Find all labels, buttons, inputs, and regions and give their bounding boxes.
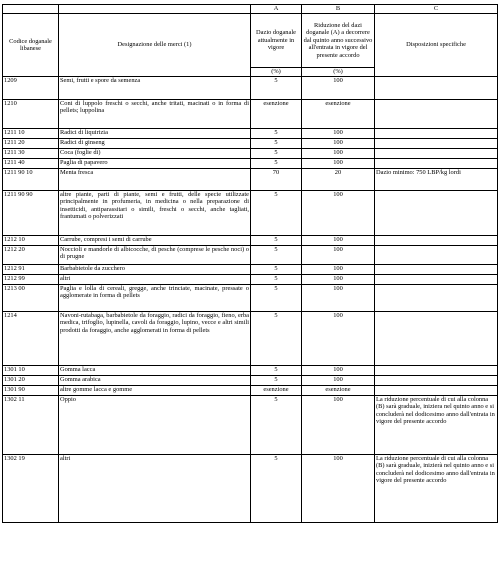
table-row bbox=[3, 77, 498, 100]
duty-reduction-cell: 100 bbox=[302, 159, 375, 169]
current-duty-cell: 5 bbox=[251, 191, 302, 236]
description-cell: altre piante, parti di piante, semi e frutti, delle specie utilizzate principalmente in profumeria, in medicina o nella preparazione di insetticidi, antiparassitari o simili, freschi o secchi, anche tagliati, frantumati o polverizzati bbox=[59, 191, 251, 236]
current-duty-cell: 5 bbox=[251, 455, 302, 523]
specific-provision-cell bbox=[375, 312, 498, 366]
unit-a: (%) bbox=[251, 68, 302, 77]
specific-provision-cell bbox=[375, 129, 498, 139]
duty-reduction-cell: 100 bbox=[302, 129, 375, 139]
duty-reduction-cell: 100 bbox=[302, 366, 375, 376]
description-cell: altri bbox=[59, 455, 251, 523]
tariff-code-cell: 1302 19 bbox=[3, 455, 59, 523]
tariff-code-cell: 1209 bbox=[3, 77, 59, 100]
description-cell: Barbabietole da zucchero bbox=[59, 265, 251, 275]
column-letter-row bbox=[3, 5, 498, 14]
duty-reduction-cell: 100 bbox=[302, 285, 375, 312]
specific-provision-cell bbox=[375, 159, 498, 169]
tariff-code-cell: 1211 90 10 bbox=[3, 169, 59, 191]
current-duty-cell: 70 bbox=[251, 169, 302, 191]
blank-cell bbox=[59, 5, 251, 14]
current-duty-cell: 5 bbox=[251, 265, 302, 275]
description-cell: Carrube, compresi i semi di carrube bbox=[59, 236, 251, 246]
header-current-duty: Dazio doganale attualmente in vigore bbox=[251, 14, 302, 68]
current-duty-cell: esenzione bbox=[251, 386, 302, 396]
description-cell: Paglia di papavero bbox=[59, 159, 251, 169]
description-cell: Semi, frutti e spore da semenza bbox=[59, 77, 251, 100]
header-description: Designazione delle merci (1) bbox=[59, 14, 251, 77]
table-row bbox=[3, 285, 498, 312]
table-row bbox=[3, 312, 498, 366]
specific-provision-cell bbox=[375, 285, 498, 312]
duty-reduction-cell: 100 bbox=[302, 396, 375, 455]
specific-provision-cell bbox=[375, 100, 498, 129]
duty-reduction-cell: 100 bbox=[302, 312, 375, 366]
duty-reduction-cell: esenzione bbox=[302, 386, 375, 396]
duty-reduction-cell: 100 bbox=[302, 275, 375, 285]
tariff-code-cell: 1212 91 bbox=[3, 265, 59, 275]
table-row bbox=[3, 129, 498, 139]
duty-reduction-cell: 100 bbox=[302, 139, 375, 149]
column-letter-a: A bbox=[251, 5, 302, 14]
current-duty-cell: 5 bbox=[251, 396, 302, 455]
column-letter-c: C bbox=[375, 5, 498, 14]
specific-provision-cell bbox=[375, 236, 498, 246]
tariff-code-cell: 1301 90 bbox=[3, 386, 59, 396]
table-row bbox=[3, 159, 498, 169]
description-cell: Gomma arabica bbox=[59, 376, 251, 386]
tariff-code-cell: 1213 00 bbox=[3, 285, 59, 312]
tariff-code-cell: 1211 90 90 bbox=[3, 191, 59, 236]
table-row bbox=[3, 376, 498, 386]
table-row bbox=[3, 275, 498, 285]
duty-reduction-cell: 100 bbox=[302, 455, 375, 523]
table-row bbox=[3, 169, 498, 191]
specific-provision-cell: Dazio minimo: 750 LBP/kg lordi bbox=[375, 169, 498, 191]
table-row bbox=[3, 100, 498, 129]
duty-reduction-cell: 100 bbox=[302, 236, 375, 246]
table-row bbox=[3, 455, 498, 523]
specific-provision-cell bbox=[375, 77, 498, 100]
tariff-code-cell: 1212 99 bbox=[3, 275, 59, 285]
tariff-code-cell: 1211 40 bbox=[3, 159, 59, 169]
unit-b: (%) bbox=[302, 68, 375, 77]
description-cell: Coni di luppolo freschi o secchi, anche tritati, macinati o in forma di pellets; luppolina bbox=[59, 100, 251, 129]
header-duty-reduction: Riduzione del dazi doganale (A) a decorrere dal quinto anno successivo all'entrata in vigore del presente accordo bbox=[302, 14, 375, 68]
specific-provision-cell: La riduzione percentuale di cui alla colonna (B) sarà graduale, inizierà nel quinto anno e si concluderà nel dodicesimo anno dall'entrata in vigore del presente accordo bbox=[375, 455, 498, 523]
table-row bbox=[3, 396, 498, 455]
description-cell: Radici di liquirizia bbox=[59, 129, 251, 139]
tariff-code-cell: 1301 10 bbox=[3, 366, 59, 376]
tariff-code-cell: 1211 20 bbox=[3, 139, 59, 149]
current-duty-cell: esenzione bbox=[251, 100, 302, 129]
duty-reduction-cell: 20 bbox=[302, 169, 375, 191]
duty-reduction-cell: esenzione bbox=[302, 100, 375, 129]
specific-provision-cell: La riduzione percentuale di cui alla colonna (B) sarà graduale, iniziera nel quinto anno e si concluderà nel dodicesimo anno dall'entrata in vigore del presente accordo bbox=[375, 396, 498, 455]
header-code: Codice doganale libanese bbox=[3, 14, 59, 77]
table-row bbox=[3, 236, 498, 246]
tariff-code-cell: 1302 11 bbox=[3, 396, 59, 455]
description-cell: Menta fresca bbox=[59, 169, 251, 191]
specific-provision-cell bbox=[375, 366, 498, 376]
description-cell: Paglia e lolla di cereali, gregge, anche trinciate, macinate, pressate o agglomerate in forma di pellets bbox=[59, 285, 251, 312]
table-row bbox=[3, 149, 498, 159]
current-duty-cell: 5 bbox=[251, 366, 302, 376]
specific-provision-cell bbox=[375, 191, 498, 236]
specific-provision-cell bbox=[375, 376, 498, 386]
table-row bbox=[3, 265, 498, 275]
duty-reduction-cell: 100 bbox=[302, 77, 375, 100]
description-cell: altre gomme lacca e gomme bbox=[59, 386, 251, 396]
description-cell: Gomma lacca bbox=[59, 366, 251, 376]
table-row bbox=[3, 386, 498, 396]
table-row bbox=[3, 139, 498, 149]
tariff-code-cell: 1212 20 bbox=[3, 246, 59, 265]
current-duty-cell: 5 bbox=[251, 285, 302, 312]
current-duty-cell: 5 bbox=[251, 129, 302, 139]
tariff-code-cell: 1210 bbox=[3, 100, 59, 129]
table-row bbox=[3, 191, 498, 236]
description-cell: altri bbox=[59, 275, 251, 285]
specific-provision-cell bbox=[375, 139, 498, 149]
current-duty-cell: 5 bbox=[251, 159, 302, 169]
table-row bbox=[3, 366, 498, 376]
tariff-code-cell: 1211 30 bbox=[3, 149, 59, 159]
specific-provision-cell bbox=[375, 275, 498, 285]
current-duty-cell: 5 bbox=[251, 376, 302, 386]
duty-reduction-cell: 100 bbox=[302, 191, 375, 236]
column-header-row bbox=[3, 14, 498, 68]
duty-reduction-cell: 100 bbox=[302, 149, 375, 159]
tariff-code-cell: 1211 10 bbox=[3, 129, 59, 139]
duty-reduction-cell: 100 bbox=[302, 265, 375, 275]
table-row bbox=[3, 246, 498, 265]
specific-provision-cell bbox=[375, 386, 498, 396]
current-duty-cell: 5 bbox=[251, 77, 302, 100]
specific-provision-cell bbox=[375, 265, 498, 275]
duty-reduction-cell: 100 bbox=[302, 376, 375, 386]
tariff-table bbox=[2, 4, 498, 523]
tariff-code-cell: 1212 10 bbox=[3, 236, 59, 246]
blank-cell bbox=[3, 5, 59, 14]
current-duty-cell: 5 bbox=[251, 236, 302, 246]
specific-provision-cell bbox=[375, 149, 498, 159]
tariff-code-cell: 1214 bbox=[3, 312, 59, 366]
description-cell: Noccioli e mandorle di albicocche, di pesche (comprese le pesche noci) o di prugne bbox=[59, 246, 251, 265]
header-specific-provisions: Disposizioni specifiche bbox=[375, 14, 498, 77]
current-duty-cell: 5 bbox=[251, 139, 302, 149]
specific-provision-cell bbox=[375, 246, 498, 265]
column-letter-b: B bbox=[302, 5, 375, 14]
description-cell: Coca (foglie di) bbox=[59, 149, 251, 159]
current-duty-cell: 5 bbox=[251, 312, 302, 366]
current-duty-cell: 5 bbox=[251, 246, 302, 265]
duty-reduction-cell: 100 bbox=[302, 246, 375, 265]
current-duty-cell: 5 bbox=[251, 275, 302, 285]
description-cell: Navoni-rutabaga, barbabietole da foraggio, radici da foraggio, fieno, erba medica, trifoglio, lupinella, cavoli da foraggio, lupino, vecce e altri simili prodotti da foraggio, anche agglomerati in forma di pellets bbox=[59, 312, 251, 366]
current-duty-cell: 5 bbox=[251, 149, 302, 159]
description-cell: Oppio bbox=[59, 396, 251, 455]
description-cell: Radici di ginseng bbox=[59, 139, 251, 149]
tariff-code-cell: 1301 20 bbox=[3, 376, 59, 386]
